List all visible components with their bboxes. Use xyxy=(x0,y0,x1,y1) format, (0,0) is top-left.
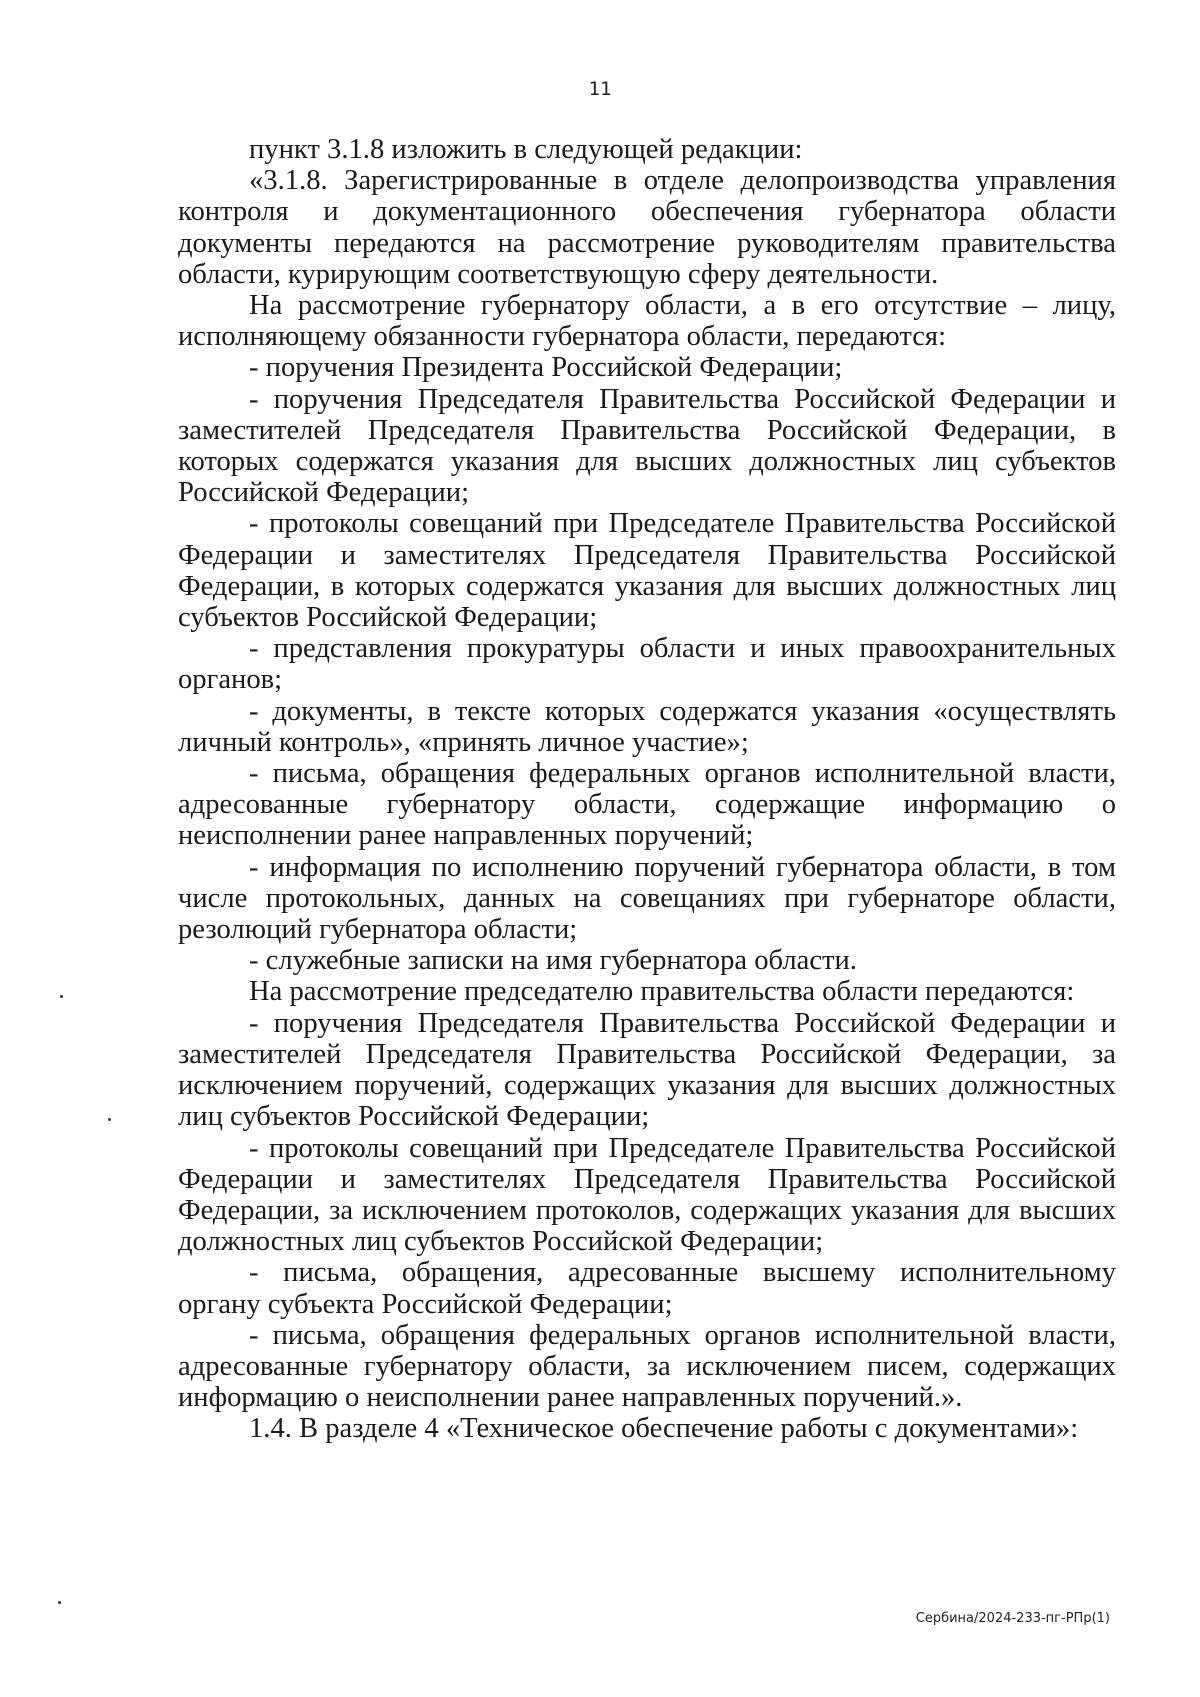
list-item: - протоколы совещаний при Председателе Правительства Российской Федерации и заместителях Председателя Правительства Российской Федерации, за исключением протоколов, содержащих указания для высших должностных лиц субъектов Российской Федерации; xyxy=(178,1132,1116,1258)
document-code: Сербина/2024-233-пг-РПр(1) xyxy=(915,1611,1110,1626)
scan-speck xyxy=(108,1118,111,1121)
list-item: - протоколы совещаний при Председателе Правительства Российской Федерации и заместителях Председателя Правительства Российской Федерации, в которых содержатся указания для высших должностных лиц субъектов Российской Федерации; xyxy=(178,508,1116,634)
list-item: - поручения Председателя Правительства Российской Федерации и заместителей Председателя Правительства Российской Федерации, в которых содержатся указания для высших должностных лиц субъектов Российской Федерации; xyxy=(178,383,1116,509)
list-item: - информация по исполнению поручений губернатора области, в том числе протокольных, данных на совещаниях при губернаторе области, резолюций губернатора области; xyxy=(178,851,1116,946)
scan-speck xyxy=(58,1601,61,1604)
paragraph: «3.1.8. Зарегистрированные в отделе делопроизводства управления контроля и документационного обеспечения губернатора области документы передаются на рассмотрение руководителям правительства области, курирующим соответствующую сферу деятельности. xyxy=(178,165,1116,290)
page-number: 11 xyxy=(588,78,612,100)
list-item: - представления прокуратуры области и иных правоохранительных органов; xyxy=(178,633,1116,696)
paragraph: На рассмотрение председателю правительства области передаются: xyxy=(249,976,1075,1008)
document-body xyxy=(178,134,1116,1445)
list-item: - поручения Президента Российской Федерации; xyxy=(249,352,843,384)
list-item: - поручения Председателя Правительства Российской Федерации и заместителей Председателя Правительства Российской Федерации, за исключением поручений, содержащих указания для высших должностных лиц субъектов Российской Федерации; xyxy=(178,1007,1116,1133)
paragraph: На рассмотрение губернатору области, а в его отсутствие – лицу, исполняющему обязанности губернатора области, передаются: xyxy=(178,290,1116,353)
scan-speck xyxy=(60,995,63,998)
list-item: - письма, обращения, адресованные высшему исполнительному органу субъекта Российской Федерации; xyxy=(178,1257,1116,1320)
paragraph: 1.4. В разделе 4 «Техническое обеспечение работы с документами»: xyxy=(249,1413,1079,1445)
list-item: - письма, обращения федеральных органов исполнительной власти, адресованные губернатору области, за исключением писем, содержащих информацию о неисполнении ранее направленных поручений.». xyxy=(178,1319,1116,1414)
list-item: - письма, обращения федеральных органов исполнительной власти, адресованные губернатору области, содержащие информацию о неисполнении ранее направленных поручений; xyxy=(178,758,1116,852)
list-item: - документы, в тексте которых содержатся указания «осуществлять личный контроль», «принять личное участие»; xyxy=(178,695,1116,758)
list-item: - служебные записки на имя губернатора области. xyxy=(249,945,857,977)
paragraph: пункт 3.1.8 изложить в следующей редакции: xyxy=(249,134,803,165)
